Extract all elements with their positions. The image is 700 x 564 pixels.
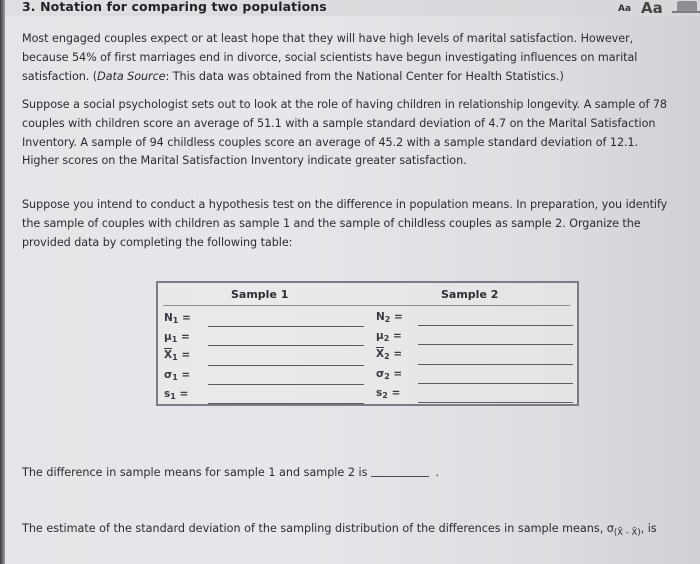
n2-label: $N_2$ = [376, 311, 403, 324]
text-line: provided data by completing the following table: [22, 235, 293, 249]
question-title: 3. Notation for comparing two populations [22, 0, 327, 14]
xbar2-label: $\overline{X}_2$ = [376, 348, 403, 361]
s1-label: $s_1$ = [164, 388, 189, 401]
text-line: satisfaction. (Data Source: This data was obtained from the National Center for Health Statistics.) [22, 69, 564, 83]
n1-input[interactable] [208, 326, 364, 327]
std-estimate-question-text: The estimate of the standard deviation of the sampling distribution of the differences in sample means, σ [22, 522, 614, 535]
s1-input[interactable] [208, 403, 364, 404]
text-line: couples with children score an average of 51.1 with a sample standard deviation of 4.7 on the Marital Satisfaction [22, 116, 656, 130]
text-line: Higher scores on the Marital Satisfaction Inventory indicate greater satisfaction. [22, 154, 467, 168]
intro-paragraph [22, 30, 672, 86]
text-line: Suppose a social psychologist sets out to look at the role of having children in relationship longevity. A sample of 78 [22, 98, 668, 111]
text-line: because 54% of first marriages end in divorce, social scientists have begun investigating influences on marital [22, 50, 638, 64]
s2-input[interactable] [418, 402, 573, 403]
sample2-header: Sample 2 [441, 288, 499, 301]
xbar1-input[interactable] [208, 365, 364, 366]
decrease-font-button[interactable]: Aa [618, 4, 632, 14]
sample1-header: Sample 1 [231, 288, 289, 301]
sample-data-table [156, 281, 579, 406]
n1-label: $N_1$ = [164, 312, 191, 325]
std-estimate-end: , is [640, 522, 657, 535]
screen-edge [0, 0, 5, 564]
n2-input[interactable] [418, 325, 573, 326]
mu1-label: $\mu_1$ = [164, 331, 190, 344]
xbar2-input[interactable] [418, 364, 573, 365]
sigma1-input[interactable] [208, 384, 364, 385]
mu1-input[interactable] [208, 345, 364, 346]
instruction-paragraph [22, 196, 692, 252]
s2-label: $s_2$ = [376, 387, 401, 400]
difference-answer-input[interactable] [371, 476, 429, 477]
sigma-subscript: (X̄ - X̄) [613, 528, 641, 538]
scenario-paragraph [22, 96, 687, 171]
xbar1-label: $\overline{X}_1$ = [164, 349, 191, 362]
mu2-label: $\mu_2$ = [376, 330, 402, 343]
difference-question-text: The difference in sample means for sample 1 and sample 2 is [22, 466, 368, 479]
data-source-label: Data Source [97, 69, 166, 83]
period: . [435, 466, 440, 479]
sigma1-label: $\sigma_1$ = [164, 369, 191, 382]
mu2-input[interactable] [418, 344, 573, 345]
sigma2-input[interactable] [418, 383, 573, 384]
difference-question [22, 466, 439, 479]
text-line: the sample of couples with children as sample 1 and the sample of childless couples as sample 2. Organize the [22, 216, 641, 230]
text-line: Suppose you intend to conduct a hypothesis test on the difference in population means. In preparation, you identify [22, 198, 668, 211]
std-estimate-question [22, 522, 657, 538]
header-divider [163, 305, 570, 306]
text-line: Most engaged couples expect or at least hope that they will have high levels of marital satisfaction. However, [22, 32, 634, 45]
increase-font-button[interactable]: Aa [641, 0, 663, 17]
text-line: Inventory. A sample of 94 childless couples score an average of 45.2 with a sample standard deviation of 12.1. [22, 135, 639, 149]
bookmark-icon[interactable] [672, 1, 700, 13]
sigma2-label: $\sigma_2$ = [376, 368, 403, 381]
